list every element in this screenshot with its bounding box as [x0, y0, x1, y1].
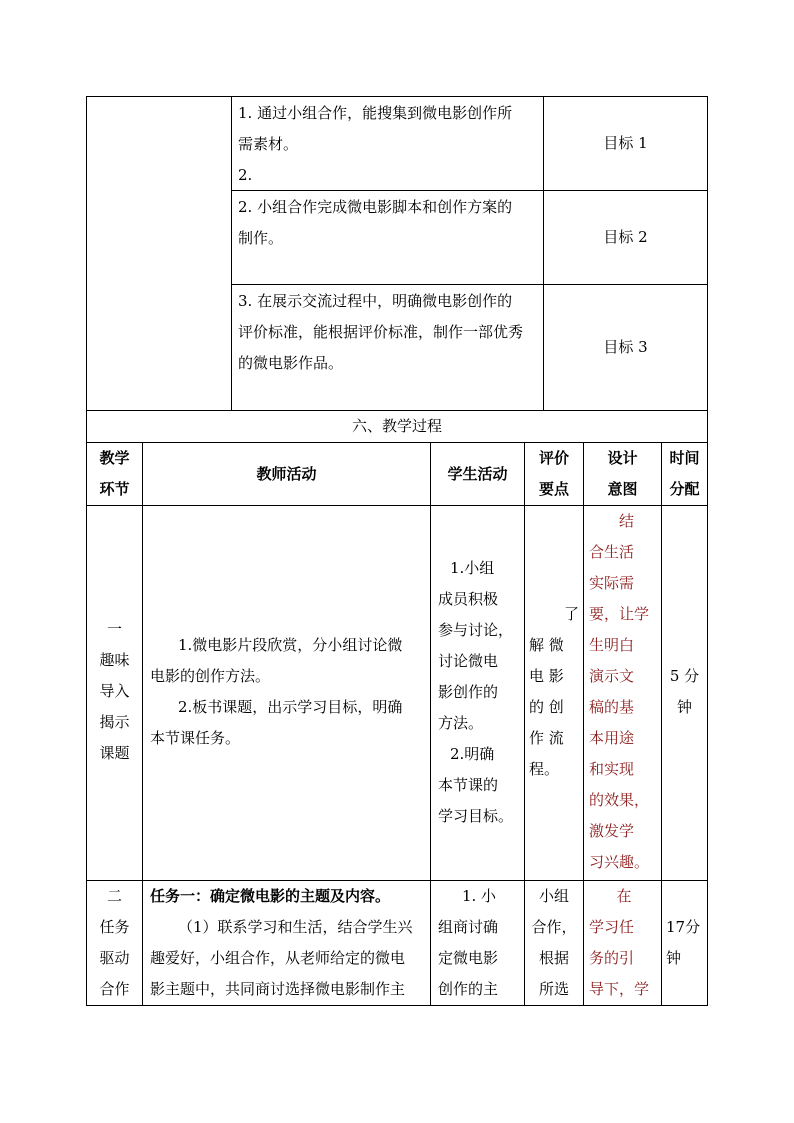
- row1-stage: 一 趣味 导入 揭示 课题: [99, 620, 130, 762]
- row2-student: 1. 小 组商讨确 定微电影 创作的主: [438, 887, 499, 998]
- row2-eval: 小组 合作， 根据 所选: [531, 887, 577, 998]
- header-design: 设计 意图: [607, 449, 638, 498]
- row1-student: 1.小组 成员积极 参与讨论， 讨论微电 影创作的 方法。 2.明确 本节课的 学习目标。: [438, 559, 514, 825]
- goal-2-target: 目标 2: [603, 228, 648, 246]
- header-time: 时间 分配: [669, 449, 700, 498]
- row2-stage: 二 任务 驱动 合作: [99, 887, 130, 998]
- goal-1-line-2: 需素材。: [238, 135, 299, 153]
- teaching-plan-table: [86, 96, 708, 1006]
- goal-3-line-3: 的微电影作品。: [238, 354, 344, 372]
- goal-1-text: [238, 98, 538, 191]
- row1-teacher: 1.微电影片段欣赏，分小组讨论微 电影的创作方法。 2.板书课题，出示学习目标，明确 本节课任务。: [150, 636, 403, 747]
- row2-teacher: 任务一：确定微电影的主题及内容。 （1）联系学习和生活，结合学生兴 趣爱好，小组合作，从老师给定的微电 影主题中，共同商讨选择微电影制作主: [150, 881, 428, 1005]
- goal-3-target: 目标 3: [603, 338, 648, 356]
- row2-teacher-title: 任务一：确定微电影的主题及内容。: [150, 887, 391, 905]
- goal-1-line-3: 2.: [238, 166, 253, 184]
- section-title: 六、教学过程: [351, 417, 442, 435]
- header-eval: 评价 要点: [538, 449, 569, 498]
- row2-time: 17分 钟: [666, 918, 701, 967]
- goal-3-line-1: 3. 在展示交流过程中，明确微电影创作的: [238, 292, 513, 310]
- row1-time: 5 分 钟: [669, 667, 700, 716]
- goal-2-text: [238, 192, 538, 254]
- goal-3-text: [238, 286, 538, 379]
- row1-eval: 了 解 微 电 影 的 创 作 流 程。: [529, 605, 579, 778]
- goal-2-line-1: 2. 小组合作完成微电影脚本和创作方案的: [238, 198, 513, 216]
- goal-1-line-1: 1. 通过小组合作，能搜集到微电影创作所: [238, 104, 513, 122]
- header-teacher: 教师活动: [256, 464, 317, 483]
- header-stage: 教学 环节: [99, 449, 130, 498]
- goal-3-line-2: 评价标准，能根据评价标准，制作一部优秀: [238, 323, 524, 341]
- row2-design: 在 学习任 务的引 导下，学: [589, 887, 650, 998]
- goal-2-line-2: 制作。: [238, 229, 284, 247]
- row1-design: 结 合生活 实际需 要，让学 生明白 演示文 稿的基 本用途 和实现 的效果， 激发学 习兴趣。: [589, 512, 650, 871]
- goal-1-target: 目标 1: [603, 133, 648, 152]
- header-student: 学生活动: [447, 464, 508, 483]
